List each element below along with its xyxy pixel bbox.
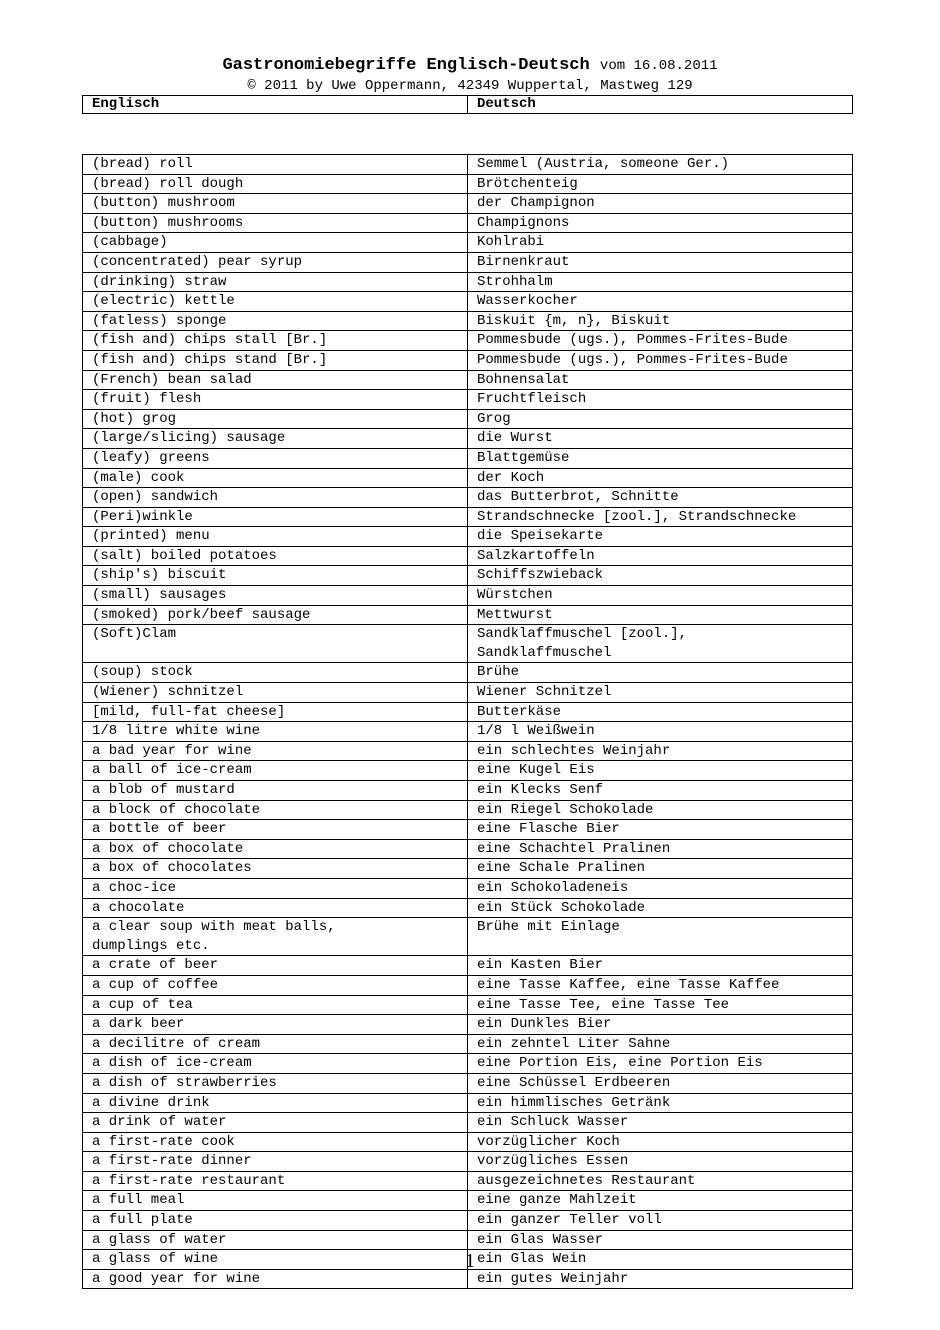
column-header-german: Deutsch (468, 96, 853, 114)
german-term: Mettwurst (468, 605, 853, 625)
table-row (83, 918, 853, 956)
table-row (83, 311, 853, 331)
table-row (83, 488, 853, 508)
glossary-table (82, 154, 853, 1289)
german-term: eine Schale Pralinen (468, 859, 853, 879)
table-row (83, 1152, 853, 1172)
table-row (83, 409, 853, 429)
table-row (83, 213, 853, 233)
german-term: Champignons (468, 213, 853, 233)
table-row (83, 878, 853, 898)
german-term: Schiffszwieback (468, 566, 853, 586)
english-term: a clear soup with meat balls, dumplings etc. (83, 918, 468, 956)
table-row (83, 1073, 853, 1093)
english-term: (large/slicing) sausage (83, 429, 468, 449)
table-row (83, 625, 853, 663)
table-row (83, 390, 853, 410)
english-term: [mild, full-fat cheese] (83, 702, 468, 722)
english-term: (bread) roll (83, 155, 468, 175)
english-term: a drink of water (83, 1113, 468, 1133)
table-row (83, 1113, 853, 1133)
table-row (83, 292, 853, 312)
german-term: Kohlrabi (468, 233, 853, 253)
german-term: eine Flasche Bier (468, 820, 853, 840)
column-header-english: Englisch (83, 96, 468, 114)
german-term: Pommesbude (ugs.), Pommes-Frites-Bude (468, 331, 853, 351)
table-row (83, 350, 853, 370)
english-term: a cup of tea (83, 995, 468, 1015)
english-term: (cabbage) (83, 233, 468, 253)
english-term: (fruit) flesh (83, 390, 468, 410)
table-row (83, 1211, 853, 1231)
german-term: ein zehntel Liter Sahne (468, 1034, 853, 1054)
german-term: Strandschnecke [zool.], Strandschnecke (468, 507, 853, 527)
german-term: der Koch (468, 468, 853, 488)
document-title: Gastronomiebegriffe Englisch-Deutsch (222, 56, 590, 75)
english-term: a first-rate cook (83, 1132, 468, 1152)
german-term: eine Portion Eis, eine Portion Eis (468, 1054, 853, 1074)
german-term: Salzkartoffeln (468, 546, 853, 566)
german-term: vorzügliches Essen (468, 1152, 853, 1172)
english-term: a divine drink (83, 1093, 468, 1113)
english-term: a decilitre of cream (83, 1034, 468, 1054)
table-row (83, 429, 853, 449)
english-term: (electric) kettle (83, 292, 468, 312)
german-term: Butterkäse (468, 702, 853, 722)
german-term: eine ganze Mahlzeit (468, 1191, 853, 1211)
german-term: eine Tasse Kaffee, eine Tasse Kaffee (468, 975, 853, 995)
table-row (83, 1191, 853, 1211)
german-term: Sandklaffmuschel [zool.], Sandklaffmuschel (468, 625, 853, 663)
table-row (83, 566, 853, 586)
english-term: a glass of wine (83, 1250, 468, 1270)
document-title-line (0, 56, 940, 76)
table-row (83, 507, 853, 527)
german-term: ein Schokoladeneis (468, 878, 853, 898)
german-term: die Wurst (468, 429, 853, 449)
table-row (83, 546, 853, 566)
german-term: ein himmlisches Getränk (468, 1093, 853, 1113)
table-row (83, 839, 853, 859)
english-term: a good year for wine (83, 1269, 468, 1289)
table-row (83, 331, 853, 351)
german-term: ausgezeichnetes Restaurant (468, 1171, 853, 1191)
document-date: vom 16.08.2011 (599, 58, 718, 74)
german-term: ein Stück Schokolade (468, 898, 853, 918)
german-term: Birnenkraut (468, 252, 853, 272)
german-term: Semmel (Austria, someone Ger.) (468, 155, 853, 175)
english-term: a choc-ice (83, 878, 468, 898)
english-term: a crate of beer (83, 956, 468, 976)
english-term: (button) mushrooms (83, 213, 468, 233)
english-term: (ship's) biscuit (83, 566, 468, 586)
table-row (83, 252, 853, 272)
table-row (83, 468, 853, 488)
english-term: (button) mushroom (83, 194, 468, 214)
german-term: die Speisekarte (468, 527, 853, 547)
table-row (83, 800, 853, 820)
german-term: ein Klecks Senf (468, 781, 853, 801)
german-term: Blattgemüse (468, 448, 853, 468)
english-term: (concentrated) pear syrup (83, 252, 468, 272)
copyright-line: © 2011 by Uwe Oppermann, 42349 Wuppertal, Mastweg 129 (247, 78, 693, 94)
english-term: a bottle of beer (83, 820, 468, 840)
german-term: ein Dunkles Bier (468, 1015, 853, 1035)
table-row (83, 1015, 853, 1035)
english-term: (small) sausages (83, 586, 468, 606)
english-term: a dark beer (83, 1015, 468, 1035)
table-row (83, 527, 853, 547)
table-row (83, 1132, 853, 1152)
german-term: Brühe (468, 663, 853, 683)
english-term: a blob of mustard (83, 781, 468, 801)
table-row (83, 859, 853, 879)
table-row (83, 995, 853, 1015)
table-row (83, 448, 853, 468)
german-term: ein Kasten Bier (468, 956, 853, 976)
english-term: a dish of ice-cream (83, 1054, 468, 1074)
german-term: Biskuit {m, n}, Biskuit (468, 311, 853, 331)
english-term: (male) cook (83, 468, 468, 488)
english-term: (smoked) pork/beef sausage (83, 605, 468, 625)
english-term: (printed) menu (83, 527, 468, 547)
table-row (83, 586, 853, 606)
english-term: (bread) roll dough (83, 174, 468, 194)
english-term: a box of chocolate (83, 839, 468, 859)
german-term: ein Glas Wein (468, 1250, 853, 1270)
english-term: a first-rate dinner (83, 1152, 468, 1172)
table-row (83, 194, 853, 214)
german-term: Fruchtfleisch (468, 390, 853, 410)
english-term: (drinking) straw (83, 272, 468, 292)
english-term: (French) bean salad (83, 370, 468, 390)
table-row (83, 663, 853, 683)
german-term: Brötchenteig (468, 174, 853, 194)
german-term: Grog (468, 409, 853, 429)
page-number: 1 (465, 1250, 475, 1272)
english-term: (Soft)Clam (83, 625, 468, 663)
table-row (83, 820, 853, 840)
table-row (83, 155, 853, 175)
german-term: Brühe mit Einlage (468, 918, 853, 956)
english-term: a dish of strawberries (83, 1073, 468, 1093)
english-term: 1/8 litre white wine (83, 722, 468, 742)
table-row (83, 741, 853, 761)
german-term: Pommesbude (ugs.), Pommes-Frites-Bude (468, 350, 853, 370)
german-term: vorzüglicher Koch (468, 1132, 853, 1152)
english-term: (leafy) greens (83, 448, 468, 468)
english-term: a full plate (83, 1211, 468, 1231)
table-row (83, 781, 853, 801)
german-term: das Butterbrot, Schnitte (468, 488, 853, 508)
table-row (83, 683, 853, 703)
german-term: ein Glas Wasser (468, 1230, 853, 1250)
table-row (83, 722, 853, 742)
table-row (83, 702, 853, 722)
german-term: ein schlechtes Weinjahr (468, 741, 853, 761)
table-row (83, 174, 853, 194)
english-term: a cup of coffee (83, 975, 468, 995)
table-row (83, 233, 853, 253)
table-row (83, 956, 853, 976)
german-term: eine Schachtel Pralinen (468, 839, 853, 859)
english-term: a first-rate restaurant (83, 1171, 468, 1191)
english-term: a block of chocolate (83, 800, 468, 820)
english-term: (open) sandwich (83, 488, 468, 508)
table-row (83, 1093, 853, 1113)
german-term: Würstchen (468, 586, 853, 606)
german-term: ein Riegel Schokolade (468, 800, 853, 820)
german-term: ein Schluck Wasser (468, 1113, 853, 1133)
german-term: eine Schüssel Erdbeeren (468, 1073, 853, 1093)
english-term: a glass of water (83, 1230, 468, 1250)
german-term: eine Kugel Eis (468, 761, 853, 781)
glossary-body (83, 155, 853, 1289)
table-row (83, 1054, 853, 1074)
german-term: der Champignon (468, 194, 853, 214)
table-row (83, 370, 853, 390)
english-term: a box of chocolates (83, 859, 468, 879)
german-term: Wasserkocher (468, 292, 853, 312)
table-row (83, 1171, 853, 1191)
english-term: (hot) grog (83, 409, 468, 429)
table-row (83, 605, 853, 625)
german-term: Wiener Schnitzel (468, 683, 853, 703)
table-row (83, 1230, 853, 1250)
table-row (83, 975, 853, 995)
table-row (83, 1034, 853, 1054)
table-row (83, 272, 853, 292)
table-row (83, 898, 853, 918)
english-term: (fish and) chips stall [Br.] (83, 331, 468, 351)
english-term: a ball of ice-cream (83, 761, 468, 781)
english-term: (fatless) sponge (83, 311, 468, 331)
column-header-row (83, 96, 853, 114)
german-term: Strohhalm (468, 272, 853, 292)
german-term: ein ganzer Teller voll (468, 1211, 853, 1231)
english-term: (Wiener) schnitzel (83, 683, 468, 703)
english-term: (soup) stock (83, 663, 468, 683)
german-term: ein gutes Weinjahr (468, 1269, 853, 1289)
column-header-table (82, 95, 853, 114)
english-term: (fish and) chips stand [Br.] (83, 350, 468, 370)
english-term: a full meal (83, 1191, 468, 1211)
english-term: (salt) boiled potatoes (83, 546, 468, 566)
english-term: (Peri)winkle (83, 507, 468, 527)
german-term: Bohnensalat (468, 370, 853, 390)
table-row (83, 761, 853, 781)
english-term: a bad year for wine (83, 741, 468, 761)
english-term: a chocolate (83, 898, 468, 918)
german-term: 1/8 l Weißwein (468, 722, 853, 742)
german-term: eine Tasse Tee, eine Tasse Tee (468, 995, 853, 1015)
